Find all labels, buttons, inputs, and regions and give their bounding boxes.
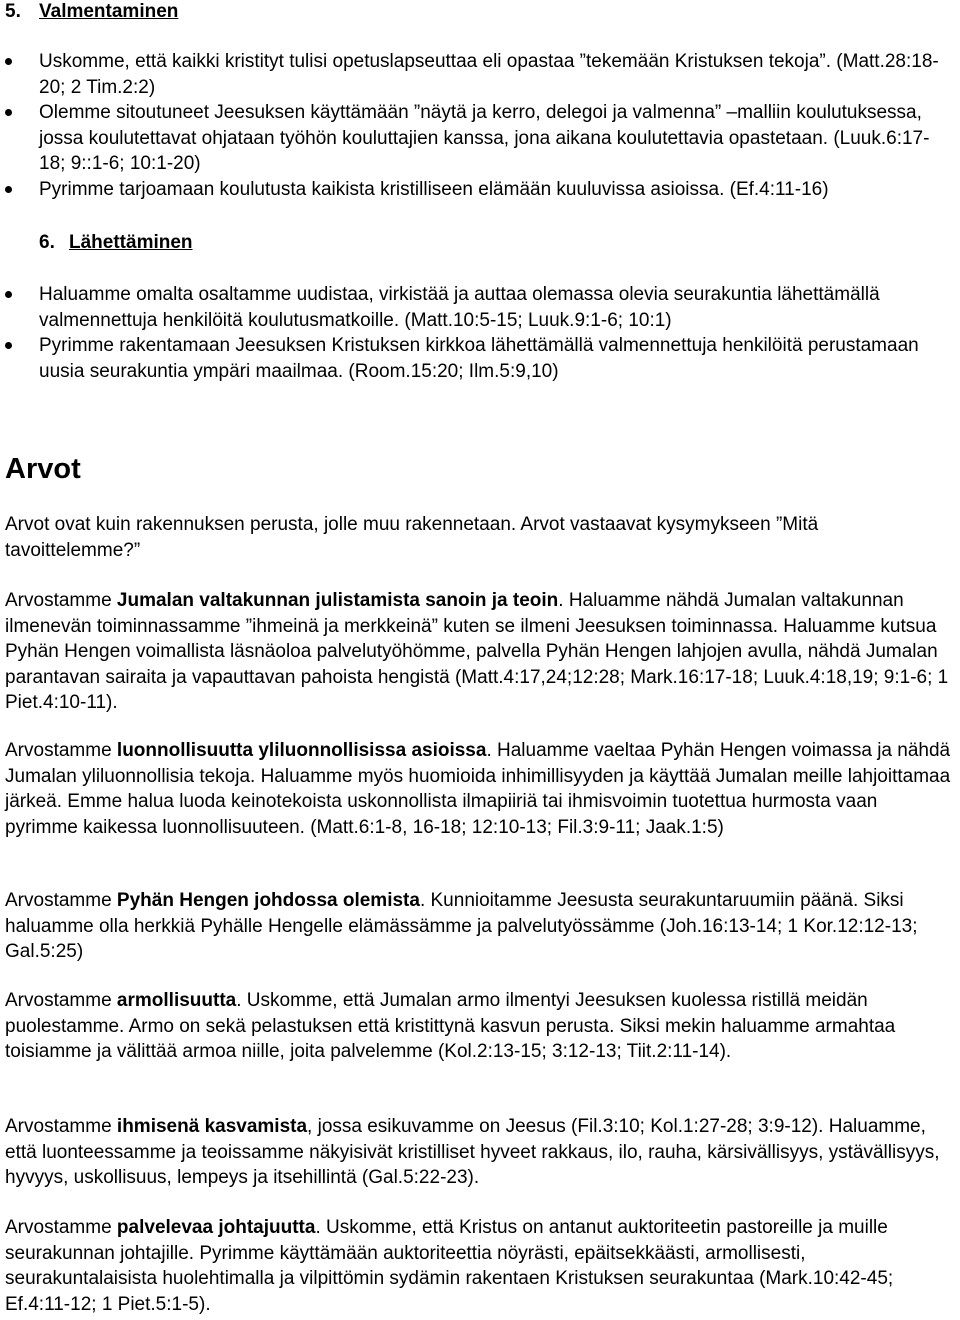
list-item: Pyrimme tarjoamaan koulutusta kaikista kristilliseen elämään kuuluvissa asioissa. (Ef.4:11-16) bbox=[5, 177, 955, 203]
value-paragraph: Arvostamme armollisuutta. Uskomme, että Jumalan armo ilmentyi Jeesuksen kuolessa ristillä meidän puolestamme. Armo on sekä pelastuksen että kristittynä kasvun perusta. Siksi mekin haluamme armahtaa toisiamme ja välittää armoa niille, joita palvelemme (Kol.2:13-15; 3:12-13; Tiit.2:11-14). bbox=[5, 990, 896, 1062]
value-name: Jumalan valtakunnan julistamista sanoin ja teoin bbox=[116, 590, 559, 611]
section-number: 5. bbox=[5, 1, 21, 22]
value-paragraph: Arvostamme Jumalan valtakunnan julistamista sanoin ja teoin. Haluamme nähdä Jumalan valtakunnan ilmenevän toiminnassamme ”ihmeinä ja merkkeinä” kuten se ilmeni Jeesuksen toiminnassa. Haluamme kutsua Pyhän Hengen voimallista läsnäoloa palvelutyöhömme, palvella Pyhän Hengen lahjojen avulla, nähdä Jumalan parantavan sairaita ja vapauttavan pahoista hengistä (Matt.4:17,24;12:28; Mark.16:17-18; Luuk.4:18,19; 9:1-6; 1 Piet.4:10-11). bbox=[5, 590, 949, 713]
value-paragraph: Arvostamme palvelevaa johtajuutta. Uskomme, että Kristus on antanut auktoriteetin pastoreille ja muille seurakunnan johtajille. Pyrimme käyttämään auktoriteettia nöyrästi, epäitsekkäästi, armollisesti, seurakuntalaisista huolehtimalla ja vilpittömin sydämin rakentaen Kristuksen seurakuntaa (Mark.10:42-45; Ef.4:11-12; 1 Piet.5:1-5). bbox=[5, 1217, 894, 1315]
list-item: Olemme sitoutuneet Jeesuksen käyttämään ”näytä ja kerro, delegoi ja valmenna” –malliin koulutuksessa, jossa koulutettavat ohjataan työhön kouluttajien kanssa, jona aikana koulutettavia opastetaan. (Luuk.6:17-18; 9::1-6; 10:1-20) bbox=[5, 100, 955, 177]
value-name: Pyhän Hengen johdossa olemista bbox=[116, 890, 420, 911]
bullet-icon bbox=[5, 342, 12, 349]
value-paragraph: Arvostamme luonnollisuutta yliluonnollisissa asioissa. Haluamme vaeltaa Pyhän Hengen voimassa ja nähdä Jumalan yliluonnollisia tekoja. Haluamme myös huomioida inhimillisyyden ja käyttää Jumalan meille lahjoittamaa järkeä. Emme halua luoda keinotekoista uskonnollista ilmapiiriä tai ihmisvoimin tuotettua hurmosta vaan pyrimme kaikessa luonnollisuuteen. (Matt.6:1-8, 16-18; 12:10-13; Fil.3:9-11; Jaak.1:5) bbox=[5, 740, 951, 838]
list-item: Pyrimme rakentamaan Jeesuksen Kristuksen kirkkoa lähettämällä valmennettuja henkilöitä perustamaan uusia seurakuntia ympäri maailmaa. (Room.15:20; Ilm.5:9,10) bbox=[5, 333, 955, 384]
value-name: palvelevaa johtajuutta bbox=[116, 1217, 316, 1238]
list-item: Haluamme omalta osaltamme uudistaa, virkistää ja auttaa olemassa olevia seurakuntia lähettämällä valmennettuja henkilöitä koulutusmatkoille. (Matt.10:5-15; Luuk.9:1-6; 10:1) bbox=[5, 282, 955, 333]
page-title: Arvot bbox=[5, 453, 81, 485]
value-name: armollisuutta bbox=[116, 990, 237, 1011]
bullet-icon bbox=[5, 109, 12, 116]
bullet-icon bbox=[5, 291, 12, 298]
section-5-list bbox=[5, 49, 955, 202]
section-number: 6. bbox=[39, 232, 55, 253]
value-paragraph: Arvostamme ihmisenä kasvamista, jossa esikuvamme on Jeesus (Fil.3:10; Kol.1:27-28; 3:9-12). Haluamme, että luonteessamme ja teoissamme näkyisivät kristilliset hyveet rakkaus, ilo, rauha, kärsivällisyys, ystävällisyys, hyvyys, uskollisuus, lempeys ja itsehillintä (Gal.5:22-23). bbox=[5, 1116, 940, 1188]
list-item: Uskomme, että kaikki kristityt tulisi opetuslapseuttaa eli opastaa ”tekemään Kristuksen tekoja”. (Matt.28:18-20; 2 Tim.2:2) bbox=[5, 49, 955, 100]
value-paragraph: Arvostamme Pyhän Hengen johdossa olemista. Kunnioitamme Jeesusta seurakuntaruumiin päänä. Siksi haluamme olla herkkiä Pyhälle Hengelle elämässämme ja palvelutyössämme (Joh.16:13-14; 1 Kor.12:12-13; Gal.5:25) bbox=[5, 890, 918, 962]
section-5-heading bbox=[5, 0, 178, 24]
bullet-icon bbox=[5, 58, 12, 65]
section-title: Lähettäminen bbox=[69, 232, 193, 253]
section-6-heading bbox=[39, 230, 193, 255]
value-name: ihmisenä kasvamista bbox=[116, 1116, 308, 1137]
value-name: luonnollisuutta yliluonnollisissa asioissa bbox=[116, 740, 487, 761]
intro-paragraph: Arvot ovat kuin rakennuksen perusta, jolle muu rakennetaan. Arvot vastaavat kysymykseen ”Mitä tavoittelemme?” bbox=[5, 514, 819, 561]
section-6-list bbox=[5, 282, 955, 384]
bullet-icon bbox=[5, 186, 12, 193]
section-title: Valmentaminen bbox=[39, 1, 179, 22]
